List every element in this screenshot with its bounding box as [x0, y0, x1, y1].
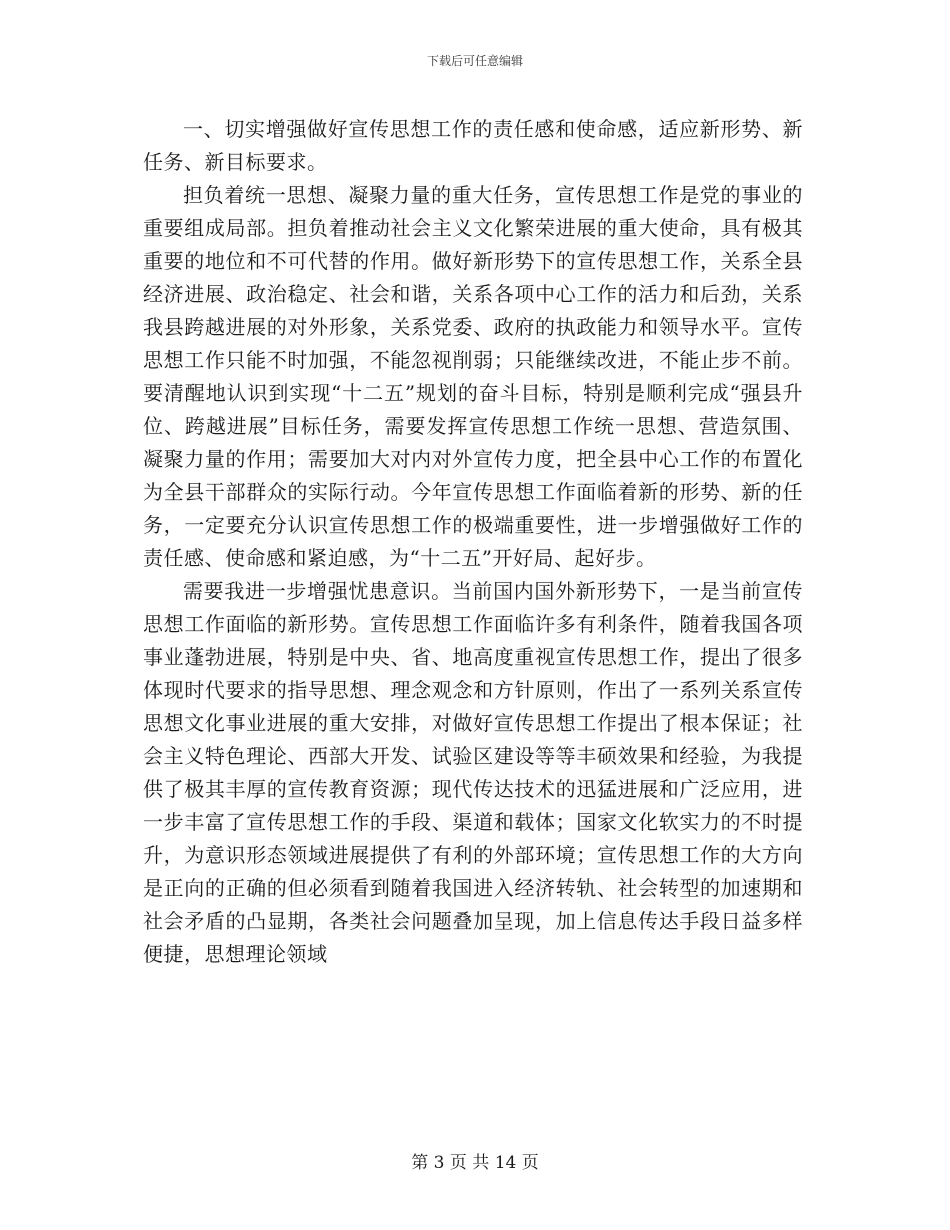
page-number: 第 3 页 共 14 页 — [411, 1153, 539, 1173]
paragraph-3: 需要我进一步增强忧患意识。当前国内国外新形势下，一是当前宣传思想工作面临的新形势。宣传思想工作面临许多有利条件，随着我国各项事业蓬勃进展，特别是中央、省、地高度重视宣传思想工作，提出了很多体现时代要求的指导思想、理念观念和方针原则，作出了一系列关系宣传思想文化事业进展的重大安排，对做好宣传思想工作提出了根本保证；社会主义特色理论、西部大开发、试验区建设等等丰硕效果和经验，为我提供了极其丰厚的宣传教育资源；现代传达技术的迅猛进展和广泛应用，进一步丰富了宣传思想工作的手段、渠道和载体；国家文化软实力的不时提升，为意识形态领域进展提供了有利的外部环境；宣传思想工作的大方向是正向的正确的但必须看到随着我国进入经济转轨、社会转型的加速期和社会矛盾的凸显期，各类社会问题叠加呈现，加上信息传达手段日益多样便捷，思想理论领域 — [143, 579, 803, 966]
page-header-note: 下载后可任意编辑 — [426, 54, 523, 68]
paragraph-2: 担负着统一思想、凝聚力量的重大任务，宣传思想工作是党的事业的重要组成局部。担负着推动社会主义文化繁荣进展的重大使命，具有极其重要的地位和不可代替的作用。做好新形势下的宣传思想工作，关系全县经济进展、政治稳定、社会和谐，关系各项中心工作的活力和后劲，关系我县跨越进展的对外形象，关系党委、政府的执政能力和领导水平。宣传思想工作只能不时加强，不能忽视削弱；只能继续改进，不能止步不前。要清醒地认识到实现“十二五”规划的奋斗目标，特别是顺利完成“强县升位、跨越进展”目标任务，需要发挥宣传思想工作统一思想、营造氛围、凝聚力量的作用；需要加大对内对外宣传力度，把全县中心工作的布置化为全县干部群众的实际行动。今年宣传思想工作面临着新的形势、新的任务，一定要充分认识宣传思想工作的极端重要性，进一步增强做好工作的责任感、使命感和紧迫感，为“十二五”开好局、起好步。 — [143, 183, 803, 570]
document-body — [143, 113, 803, 971]
paragraph-1: 一、切实增强做好宣传思想工作的责任感和使命感，适应新形势、新任务、新目标要求。 — [143, 117, 803, 174]
